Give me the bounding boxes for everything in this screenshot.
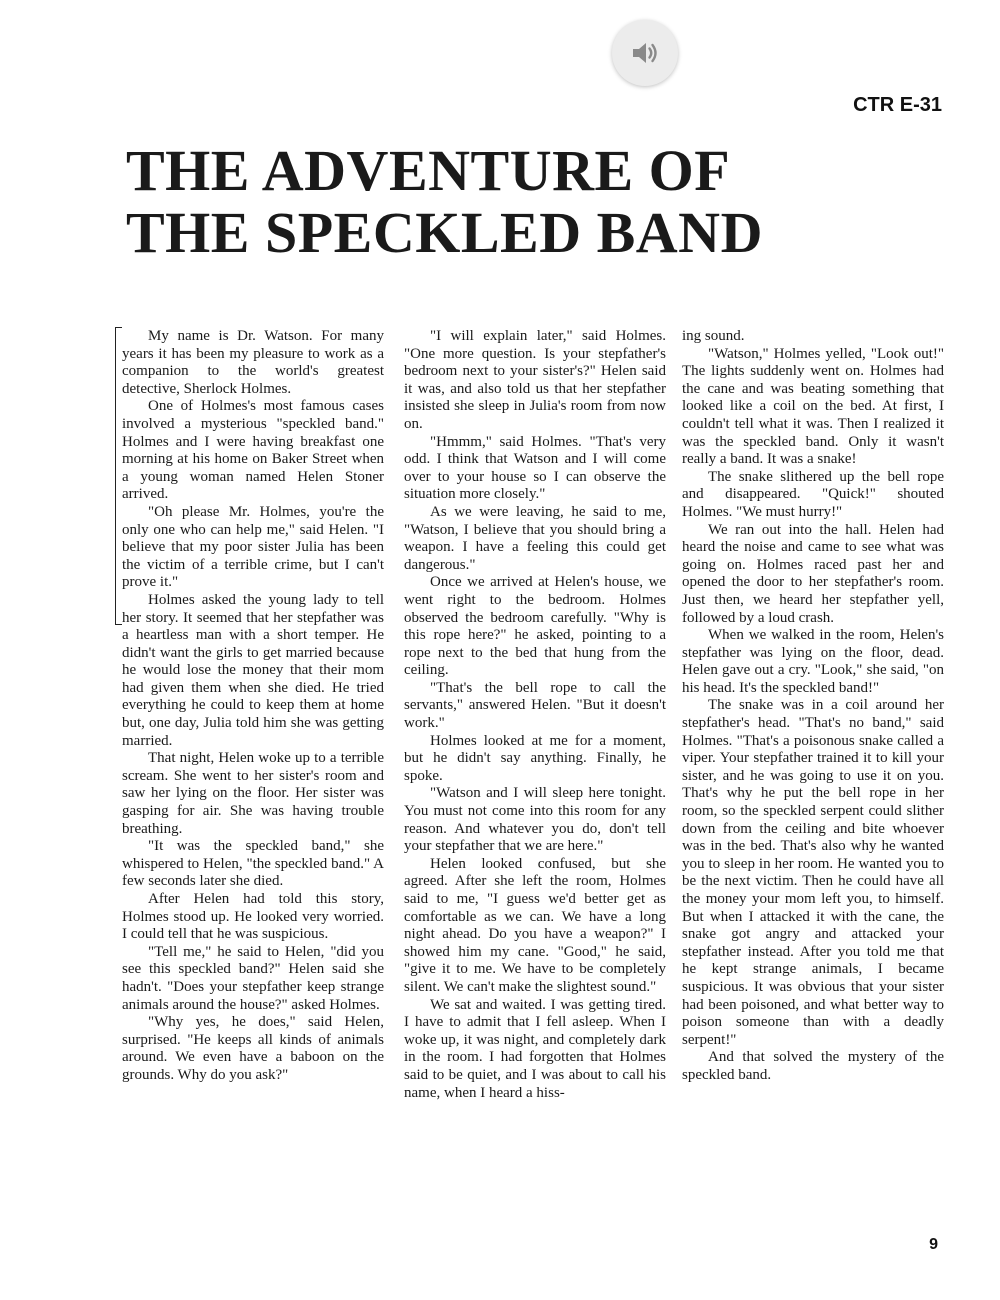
paragraph: Holmes looked at me for a moment, but he didn't say anything. Finally, he spoke. [404, 732, 666, 784]
text-column-1 [122, 328, 384, 1085]
paragraph: "Tell me," he said to Helen, "did you see this speckled band?" Helen said she hadn't. "Does your stepfather keep strange animals around the house?" asked Holmes. [122, 943, 384, 1013]
paragraph: ing sound. [682, 328, 745, 344]
title-line-2: THE SPECKLED BAND [126, 200, 763, 265]
paragraph: "I will explain later," said Holmes. "One more question. Is your stepfather's bedroom next to your sister's?" Helen said it was, and also told us that her stepfather insisted she sleep in Julia's room from now on. [404, 328, 666, 432]
paragraph: My name is Dr. Watson. For many years it has been my pleasure to work as a companion to the world's greatest detective, Sherlock Holmes. [122, 328, 384, 397]
title-line-1: THE ADVENTURE OF [126, 138, 731, 203]
paragraph: "That's the bell rope to call the servants," answered Helen. "But it doesn't work." [404, 679, 666, 732]
paragraph: The snake was in a coil around her stepfather's head. "That's no band," said Holmes. "That's a poisonous snake called a viper. Your stepfather trained it to kill your sister, and he was going to use it on you. That's why he put the bell rope in her room, so the speckled serpent could slither down from the ceiling and bite whoever was in the bed. That's also why he wanted you to sleep in her room. He wanted you to be the next victim. Then he could have all the money your mom left you, to himself. But when I attacked it with the cane, the snake got angry and attacked your stepfather instead. After you told me that he kept strange animals, I became suspicious. It was obvious that your sister had been poisoned, and what better way to poison someone than with a deadly serpent!" [682, 697, 944, 1048]
paragraph: The snake slithered up the bell rope and disappeared. "Quick!" shouted Holmes. "We must hurry!" [682, 468, 944, 520]
paragraph: Helen looked confused, but she agreed. After she left the room, Holmes said to me, "I guess we'd better get as comfortable as we can. We have a long night ahead. Do you have a weapon?" I showed him my cane. "Good," he said, "give it to me. We have to be completely silent. We can't make the slightest sound." [404, 855, 666, 995]
paragraph: Once we arrived at Helen's house, we went right to the bedroom. Holmes observed the bedroom carefully. "Why is this rope here?" he asked, pointing to a rope next to the bed that hung from the ceiling. [404, 574, 666, 679]
paragraph: When we walked in the room, Helen's stepfather was lying on the floor, dead. Helen gave out a cry. "Look," she said, "on his head. It's the speckled band!" [682, 627, 944, 696]
paragraph: We sat and waited. I was getting tired. I have to admit that I fell asleep. When I woke up, it was night, and completely dark in the room. I had forgotten that Holmes said to be quiet, and I was about to call his name, when I heard a hiss- [404, 996, 666, 1101]
paragraph: "Why yes, he does," said Helen, surprised. "He keeps all kinds of animals around. We even have a baboon on the grounds. Why do you ask?" [122, 1014, 384, 1083]
page-number: 9 [929, 1236, 938, 1253]
paragraph: "It was the speckled band," she whispered to Helen, "the speckled band." A few seconds later she died. [122, 838, 384, 890]
paragraph: After Helen had told this story, Holmes stood up. He looked very worried. I could tell that he was suspicious. [122, 891, 384, 943]
text-column-2 [404, 328, 666, 1102]
speaker-icon [630, 40, 660, 66]
paragraph: As we were leaving, he said to me, "Watson, I believe that you should bring a weapon. I have a feeling this could get dangerous." [404, 503, 666, 573]
paragraph: "Hmmm," said Holmes. "That's very odd. I think that Watson and I will come over to your house so I can observe the situation more closely." [404, 433, 666, 503]
paragraph: "Watson," Holmes yelled, "Look out!" The lights suddenly went on. Holmes had the cane and was beating something that looked like a coil on the bed. At first, I couldn't tell what it was. Then I realized it was the speckled band. Only it wasn't really a band. It was a snake! [682, 345, 944, 468]
document-code: CTR E-31 [853, 94, 942, 116]
story-title [126, 140, 946, 264]
paragraph: "Oh please Mr. Holmes, you're the only one who can help me," said Helen. "I believe that my poor sister Julia has been the victim of a terrible crime, but I can't prove it." [122, 503, 384, 591]
margin-bracket [115, 327, 122, 625]
paragraph: And that solved the mystery of the speckled band. [682, 1049, 944, 1083]
paragraph: That night, Helen woke up to a terrible scream. She went to her sister's room and saw her lying on the floor. Her sister was gasping for air. She was having trouble breathing. [122, 750, 384, 837]
text-column-3 [682, 328, 944, 1085]
paragraph: "Watson and I will sleep here tonight. You must not come into this room for any reason. And whatever you do, don't tell your stepfather that we are here." [404, 785, 666, 855]
paragraph: Holmes asked the young lady to tell her story. It seemed that her stepfather was a heartless man with a short temper. He didn't want the girls to get married because he would lose the money that their mom had given them when she died. He tried everything he could to keep them at home but, one day, Julia told him she was getting married. [122, 591, 384, 749]
paragraph: We ran out into the hall. Helen had heard the noise and came to see what was going on. Holmes raced past her and opened the door to her stepfather's room. Just then, we heard her stepfather yell, followed by a loud crash. [682, 521, 944, 626]
paragraph: One of Holmes's most famous cases involved a mysterious "speckled band." Holmes and I were having breakfast one morning at his home on Baker Street when a young woman named Helen Stoner arrived. [122, 398, 384, 503]
audio-play-button[interactable] [612, 20, 678, 86]
